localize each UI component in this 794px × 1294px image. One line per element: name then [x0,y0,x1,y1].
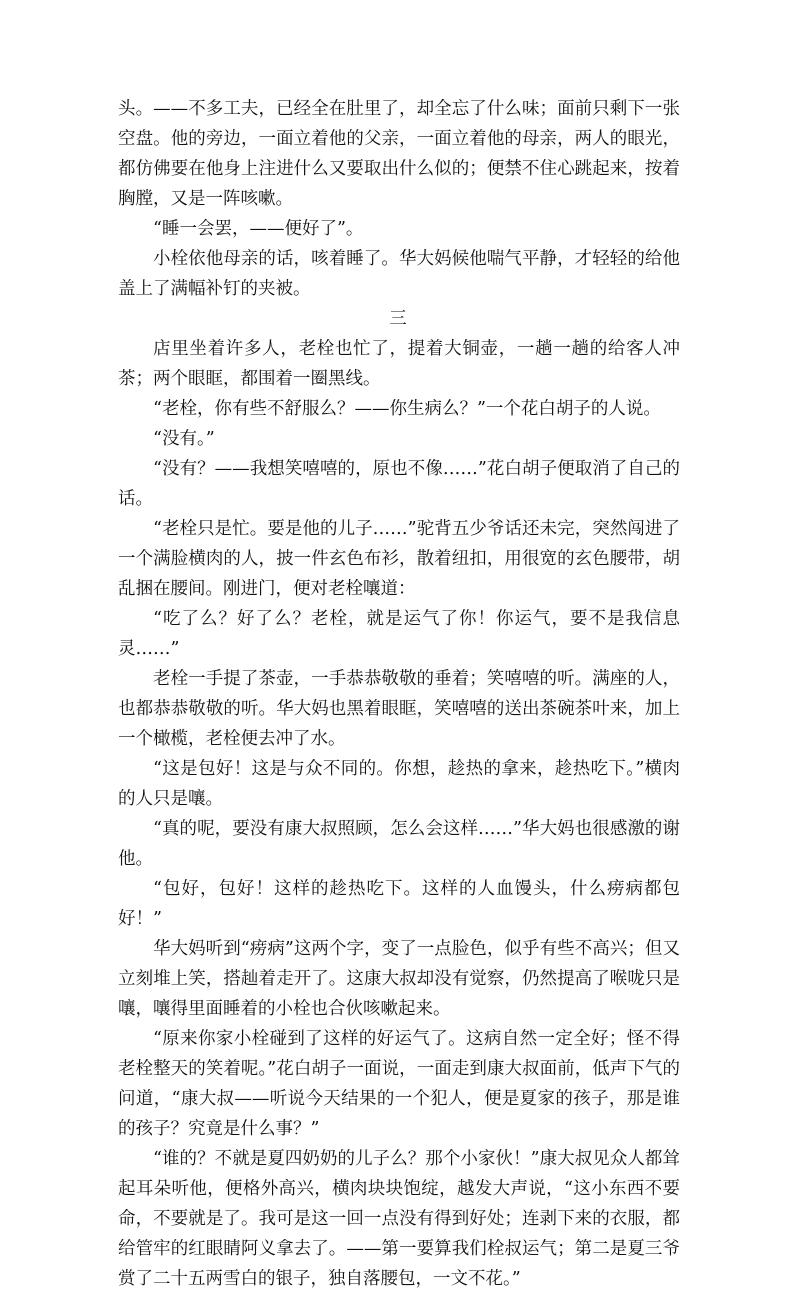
paragraph: “包好，包好！这样的趁热吃下。这样的人血馒头，什么痨病都包好！” [118,879,680,929]
section-title: 三 [389,309,409,329]
paragraph: “没有？——我想笑嘻嘻的，原也不像……”花白胡子便取消了自己的话。 [118,459,680,509]
paragraph: “真的呢，要没有康大叔照顾，怎么会这样……”华大妈也很感激的谢他。 [118,819,680,869]
paragraph: “原来你家小栓碰到了这样的好运气了。这病自然一定全好；怪不得老栓整天的笑着呢。”花白胡子一面说，一面走到康大叔面前，低声下气的问道，“康大叔——听说今天结果的一个犯人，便是夏家的孩子，那是谁的孩子？究竟是什么事？” [118,1029,680,1139]
paragraph: 老栓一手提了茶壶，一手恭恭敬敬的垂着；笑嘻嘻的听。满座的人，也都恭恭敬敬的听。华大妈也黑着眼眶，笑嘻嘻的送出茶碗茶叶来，加上一个橄榄，老栓便去冲了水。 [118,669,680,749]
paragraph: “谁的？不就是夏四奶奶的儿子么？那个小家伙！”康大叔见众人都耸起耳朵听他，便格外高兴，横肉块块饱绽，越发大声说，“这小东西不要命，不要就是了。我可是这一回一点没有得到好处；连剥下来的衣服，都给管牢的红眼睛阿义拿去了。——第一要算我们栓叔运气；第二是夏三爷赏了二十五两雪白的银子，独自落腰包，一文不花。” [118,1149,680,1289]
paragraph: 店里坐着许多人，老栓也忙了，提着大铜壶，一趟一趟的给客人冲茶；两个眼眶，都围着一圈黑线。 [118,339,680,389]
paragraph: “睡一会罢，——便好了”。 [153,219,364,239]
paragraph: “吃了么？好了么？老栓，就是运气了你！你运气，要不是我信息灵……” [118,609,680,659]
paragraph: “老栓，你有些不舒服么？——你生病么？”一个花白胡子的人说。 [153,399,661,419]
paragraph: 头。——不多工夫，已经全在肚里了，却全忘了什么味；面前只剩下一张空盘。他的旁边，一面立着他的父亲，一面立着他的母亲，两人的眼光，都仿佛要在他身上注进什么又要取出什么似的；便禁不住心跳起来，按着胸膛，又是一阵咳嗽。 [118,99,680,209]
paragraph: “这是包好！这是与众不同的。你想，趁热的拿来，趁热吃下。”横肉的人只是嚷。 [118,759,680,809]
paragraph: 华大妈听到“痨病”这两个字，变了一点脸色，似乎有些不高兴；但又立刻堆上笑，搭赸着走开了。这康大叔却没有觉察，仍然提高了喉咙只是嚷，嚷得里面睡着的小栓也合伙咳嗽起来。 [118,939,680,1019]
document-page [118,94,680,1294]
paragraph: “没有。” [153,429,215,449]
paragraph: 小栓依他母亲的话，咳着睡了。华大妈候他喘气平静，才轻轻的给他盖上了满幅补钉的夹被。 [118,249,680,299]
paragraph: “老栓只是忙。要是他的儿子……”驼背五少爷话还未完，突然闯进了一个满脸横肉的人，披一件玄色布衫，散着纽扣，用很宽的玄色腰带，胡乱捆在腰间。刚进门，便对老栓嚷道： [118,519,680,599]
